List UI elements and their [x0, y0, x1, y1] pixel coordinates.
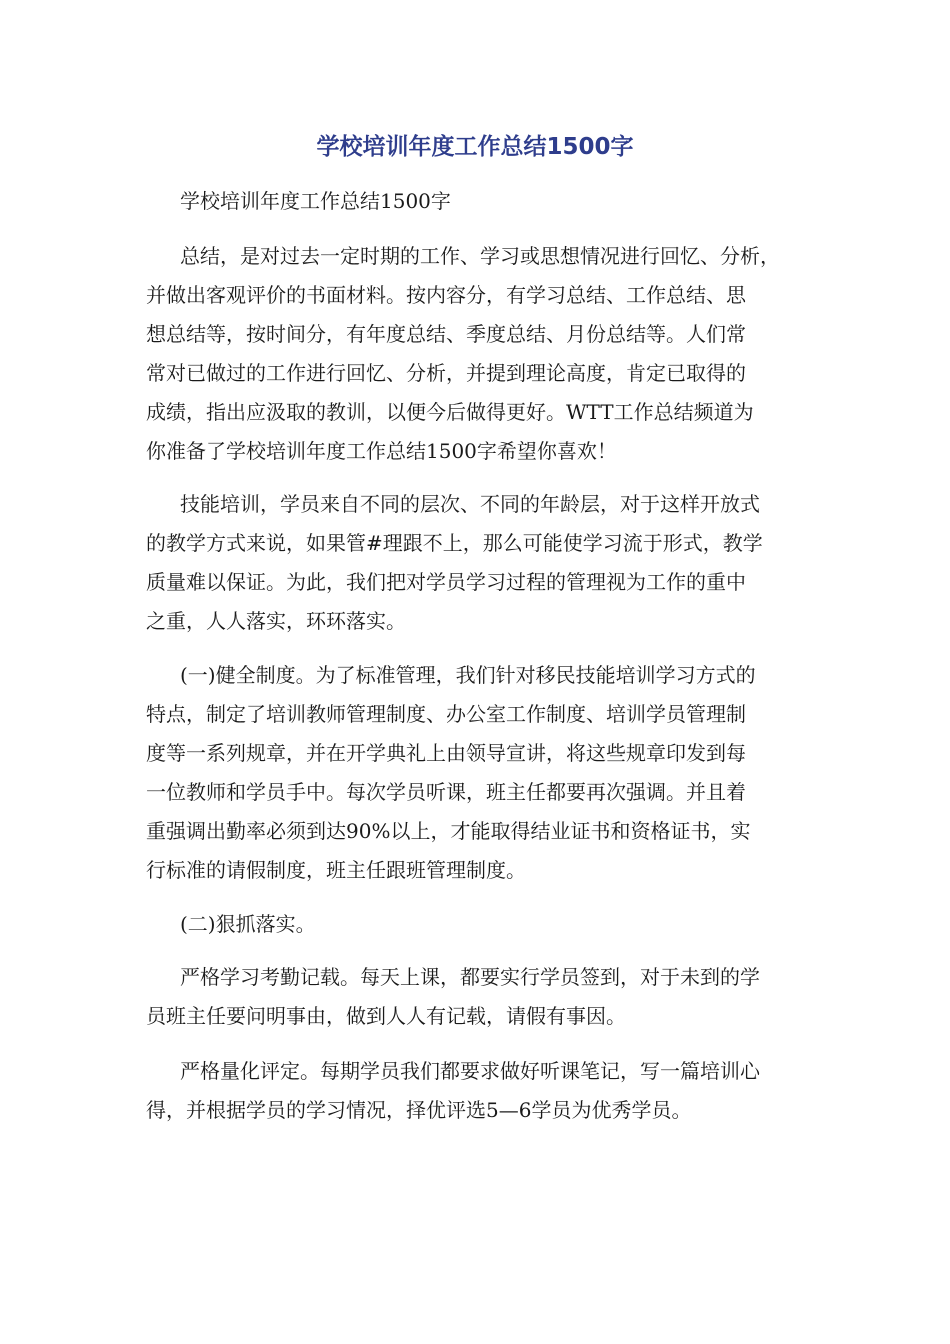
system-paragraph: [146, 656, 810, 890]
paragraph-line: 想总结等，按时间分，有年度总结、季度总结、月份总结等。人们常: [146, 322, 746, 346]
paragraph-line: 重强调出勤率必须到达90%以上，才能取得结业证书和资格证书，实: [146, 819, 751, 843]
paragraph-line: 行标准的请假制度，班主任跟班管理制度。: [146, 858, 526, 882]
paragraph-line: 并做出客观评价的书面材料。按内容分，有学习总结、工作总结、思: [146, 283, 746, 307]
document-title: 学校培训年度工作总结1500字: [316, 134, 634, 160]
paragraph-line: (一)健全制度。为了标准管理，我们针对移民技能培训学习方式的: [180, 663, 756, 687]
subtitle-paragraph: [146, 182, 810, 221]
paragraph-line: 得，并根据学员的学习情况，择优评选5—6学员为优秀学员。: [146, 1098, 692, 1122]
paragraph-line: 技能培训，学员来自不同的层次、不同的年龄层，对于这样开放式: [180, 492, 760, 516]
skills-paragraph: [146, 485, 810, 641]
paragraph-line: 成绩，指出应汲取的教训，以便今后做得更好。WTT工作总结频道为: [146, 400, 754, 424]
attendance-paragraph: [146, 958, 810, 1036]
paragraph-line: 之重，人人落实，环环落实。: [146, 609, 406, 633]
paragraph-line: 常对已做过的工作进行回忆、分析，并提到理论高度，肯定已取得的: [146, 361, 746, 385]
paragraph-line: 质量难以保证。为此，我们把对学员学习过程的管理视为工作的重中: [146, 570, 746, 594]
paragraph-line: 严格学习考勤记载。每天上课，都要实行学员签到，对于未到的学: [180, 965, 760, 989]
paragraph-line: 特点，制定了培训教师管理制度、办公室工作制度、培训学员管理制: [146, 702, 746, 726]
paragraph-line: (二)狠抓落实。: [180, 912, 316, 936]
paragraph-line: 的教学方式来说，如果管#理跟不上，那么可能使学习流于形式，教学: [146, 531, 763, 555]
intro-paragraph: [146, 237, 810, 471]
paragraph-line: 员班主任要问明事由，做到人人有记载，请假有事因。: [146, 1004, 626, 1028]
paragraph-line: 严格量化评定。每期学员我们都要求做好听课笔记，写一篇培训心: [180, 1059, 760, 1083]
paragraph-line: 你准备了学校培训年度工作总结1500字希望你喜欢！: [146, 439, 617, 463]
implementation-heading: [146, 905, 810, 944]
paragraph-line: 总结，是对过去一定时期的工作、学习或思想情况进行回忆、分析，: [180, 244, 780, 268]
evaluation-paragraph: [146, 1052, 810, 1130]
paragraph-line: 度等一系列规章，并在开学典礼上由领导宣讲，将这些规章印发到每: [146, 741, 746, 765]
paragraph-line: 一位教师和学员手中。每次学员听课，班主任都要再次强调。并且着: [146, 780, 746, 804]
paragraph-line: 学校培训年度工作总结1500字: [180, 189, 451, 213]
